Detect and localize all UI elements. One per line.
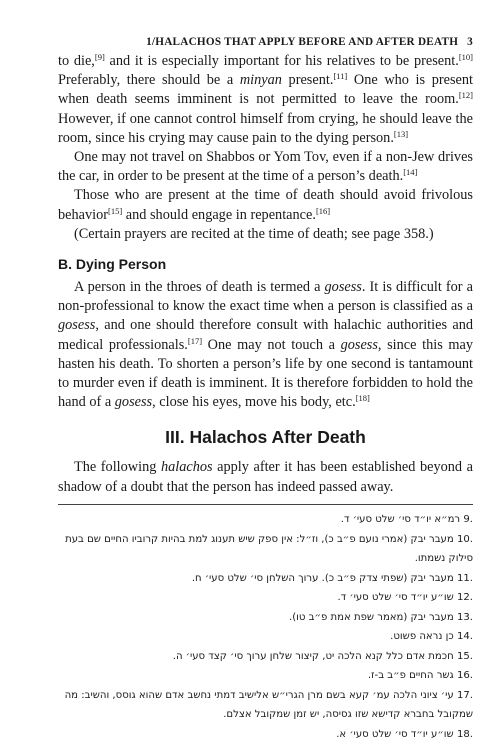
text-run: to die, <box>58 53 95 69</box>
section-b-paragraph <box>58 278 473 412</box>
footnote-number: 15. <box>456 650 473 662</box>
text-run: However, if one cannot control himself from crying, he should leave the room, since his crying may cause pain to the dying person. <box>58 110 473 146</box>
footnote <box>58 530 473 569</box>
text-run: and should engage in repentance. <box>122 206 316 223</box>
footnote-text: מעבר יבק (מאמר שפת אמת פ״ב טו). <box>289 611 454 623</box>
text-run: The following <box>74 459 161 476</box>
italic-term: gosess <box>324 279 362 296</box>
text-run: One who is present when death seems imminent is not permitted to leave the room. <box>58 72 473 108</box>
footnote-text: שו״ע יו״ד סי׳ שלט סעי׳ א. <box>336 728 454 740</box>
footnote-text: עי׳ ציוני הלכה עמ׳ קעא בשם מרן הגרי״ש אלישיב דמתי נחשב אדם שהוא גוסס, והשיב: מה שמקובל בחברא קדישא שזו גסיסה, יש זמן שמקובל אצלם. <box>64 689 473 720</box>
section-iii-paragraph <box>58 458 473 496</box>
footnote-text: רמ״א יו״ד סי׳ שלט סעי׳ ד. <box>340 514 461 525</box>
footnote <box>58 627 473 647</box>
footnote-number: 9. <box>463 514 473 525</box>
footnote-ref: [11] <box>333 71 348 82</box>
footnote-number: 13. <box>456 611 473 623</box>
text-run: and it is especially important for his relatives to be present. <box>104 53 459 69</box>
paragraph-4 <box>58 225 473 244</box>
page-number: 3 <box>467 36 473 48</box>
footnote-number: 14. <box>456 631 473 642</box>
footnote-text: שו״ע יו״ד סי׳ שלט סעי׳ ד. <box>337 592 454 603</box>
text-run: , since this may hasten his death. To shorten a person’s life by one second is tantamount to murder even if death is imminent. It is therefore forbidden to hold the hand of a <box>58 336 473 411</box>
text-run: present. <box>281 72 334 89</box>
italic-term: gosess <box>114 394 153 411</box>
text-run: , close his eyes, move his body, etc. <box>152 394 356 411</box>
paragraph-1 <box>58 52 473 148</box>
text-run: One may not travel on Shabbos or Yom Tov, even if a non-Jew drives the car, in order to be present at the time of a person’s death. <box>58 149 473 185</box>
footnote-number: 17. <box>456 689 473 701</box>
footnote-number: 18. <box>456 728 473 740</box>
footnote-divider <box>58 504 473 505</box>
footnote <box>58 666 473 686</box>
text-run: A person in the throes of death is termed a <box>74 279 325 296</box>
running-head-title: 1/HALACHOS THAT APPLY BEFORE AND AFTER DEATH <box>146 36 459 48</box>
footnotes <box>58 510 473 744</box>
footnote <box>58 569 473 589</box>
italic-term: gosess <box>340 336 378 353</box>
italic-term: gosess <box>58 317 96 334</box>
footnote-number: 11. <box>456 572 473 584</box>
text-run: apply after it has been established beyond a shadow of a doubt that the person has indeed passed away. <box>58 459 473 495</box>
footnote <box>58 647 473 667</box>
footnote <box>58 608 473 628</box>
paragraph-2 <box>58 148 473 186</box>
footnote-ref: [10] <box>458 52 473 62</box>
text-run: Those who are present at the time of death should avoid frivolous behavior <box>58 187 473 223</box>
page-body <box>58 52 473 497</box>
footnote-ref: [16] <box>315 205 331 216</box>
footnote <box>58 725 473 745</box>
text-run: . It is difficult for a non-professional to know the exact time when a person is classified as a <box>58 279 473 315</box>
footnote-number: 10. <box>456 533 473 545</box>
footnote-ref: [13] <box>393 128 409 139</box>
footnote-text: חכמת אדם כלל קנא הלכה יט, קיצור שלחן ערוך סי׳ קצד סעי׳ ה. <box>172 650 454 662</box>
text-run: One may not touch a <box>202 336 341 353</box>
footnote-ref: [15] <box>108 205 123 216</box>
footnote-number: 12. <box>456 592 473 603</box>
text-run: (Certain prayers are recited at the time of death; see page 358.) <box>74 225 434 242</box>
footnote-number: 16. <box>456 670 473 681</box>
footnote <box>58 588 473 608</box>
footnote <box>58 686 473 725</box>
footnote-text: כן נראה פשוט. <box>390 631 454 642</box>
section-b-heading: B. Dying Person <box>58 256 167 273</box>
footnote-text: מעבר יבק (שפתי צדק פ״ב כ). ערוך השלחן סי׳ שלט סעי׳ ח. <box>191 572 454 584</box>
footnote-text: גשר החיים פ״ב ב-ז. <box>367 670 454 681</box>
text-run: Preferably, there should be a <box>58 72 240 89</box>
running-head <box>58 36 473 48</box>
footnote-text: מעבר יבק (אמרי נועם פ״ב כ), וז״ל: אין ספק שיש תענוג למת בהיות קרוביו החיים שם בעת סילוק נשמתו. <box>65 533 473 564</box>
footnote-ref: [14] <box>403 167 418 178</box>
italic-term: halachos <box>160 459 213 476</box>
section-iii-heading: III. Halachos After Death <box>165 427 366 448</box>
footnote-ref: [17] <box>187 335 203 346</box>
italic-term: minyan <box>239 72 282 89</box>
footnote-ref: [12] <box>458 90 473 101</box>
paragraph-3 <box>58 186 473 224</box>
footnote <box>58 510 473 530</box>
text-run: , and one should therefore consult with halachic authorities and medical professionals. <box>58 317 473 353</box>
footnote-ref: [9] <box>94 52 105 62</box>
footnote-ref: [18] <box>355 393 370 404</box>
